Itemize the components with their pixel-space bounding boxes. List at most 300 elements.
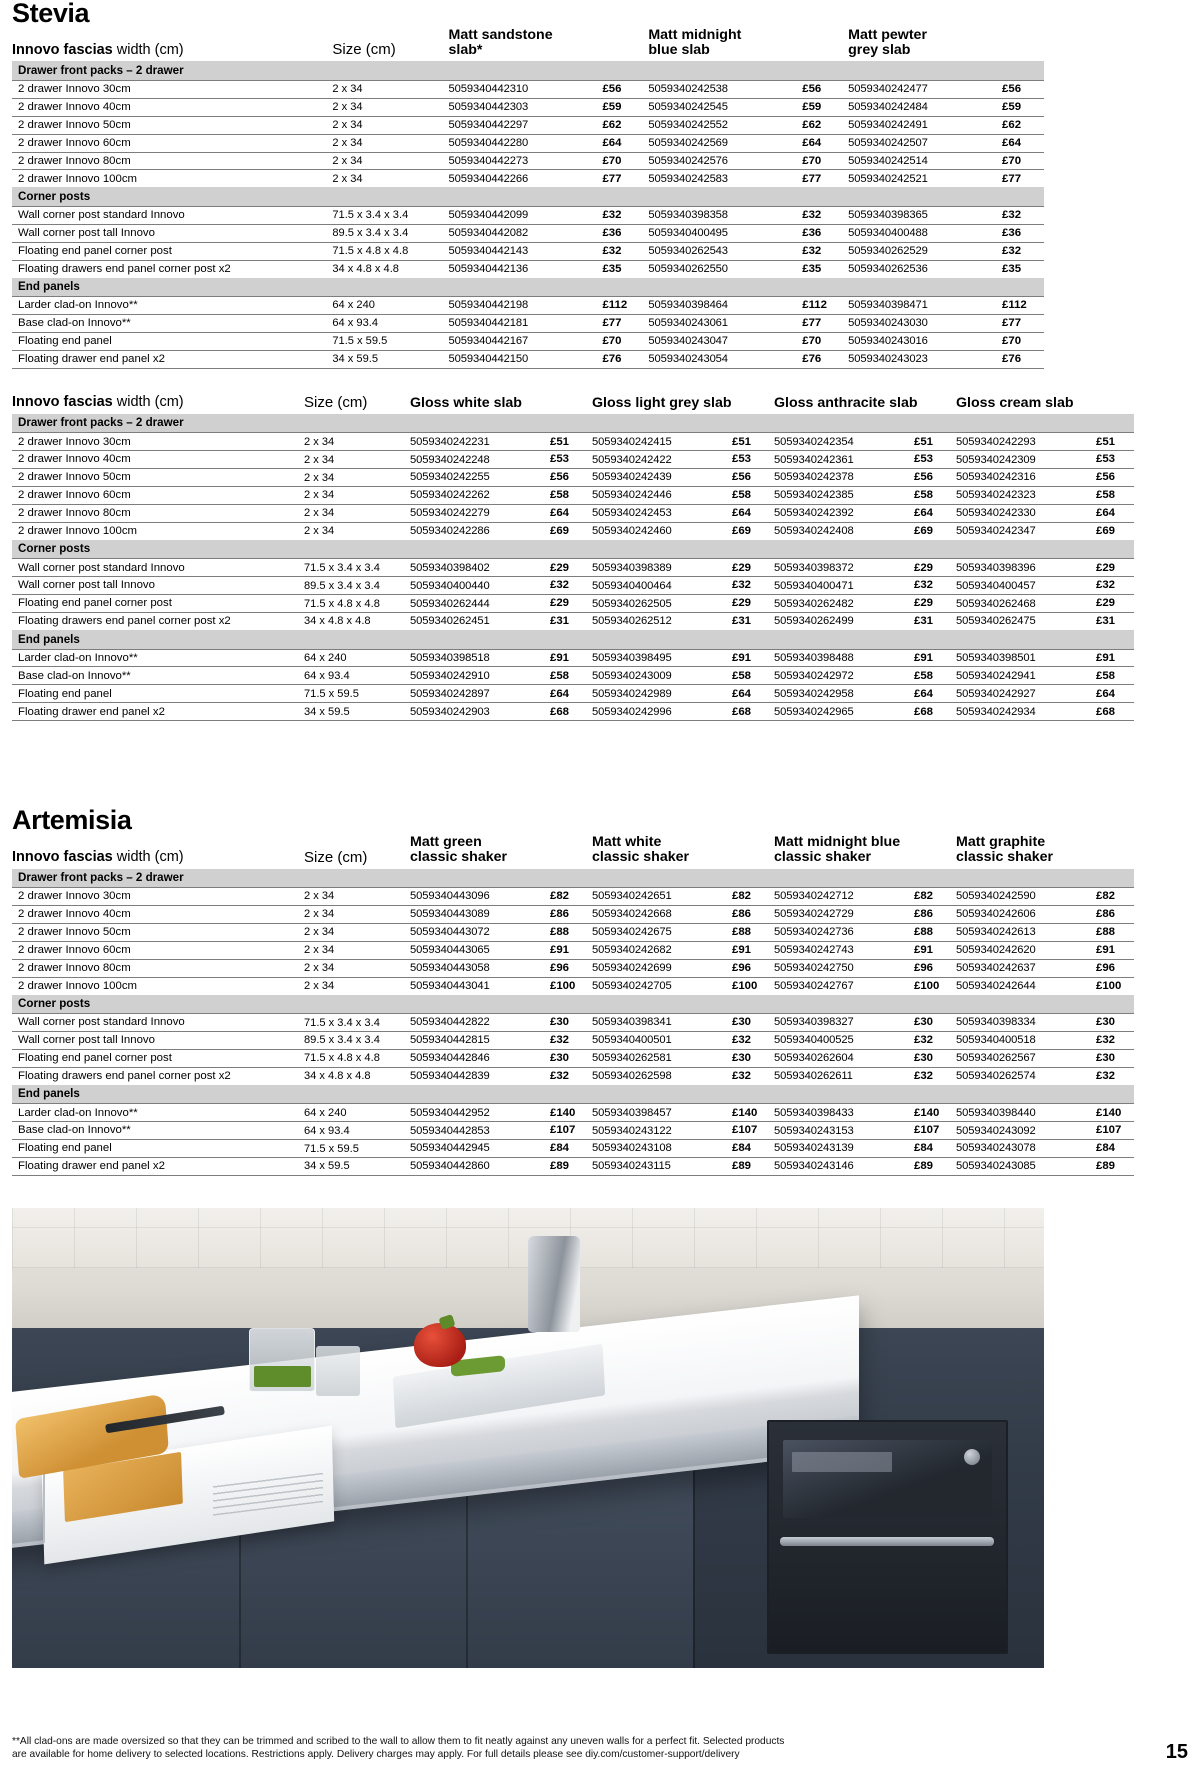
row-product-code: 5059340242491 xyxy=(844,116,1000,134)
row-size: 34 x 59.5 xyxy=(330,350,444,368)
row-size: 34 x 4.8 x 4.8 xyxy=(302,1067,406,1084)
table-row xyxy=(12,206,1044,224)
row-product-name: 2 drawer Innovo 60cm xyxy=(12,134,330,152)
row-product-code: 5059340242750 xyxy=(770,959,912,977)
row-product-code: 5059340242507 xyxy=(844,134,1000,152)
row-product-code: 5059340262598 xyxy=(588,1067,730,1084)
row-product-code: 5059340398327 xyxy=(770,1014,912,1032)
row-size: 71.5 x 3.4 x 3.4 xyxy=(302,1014,406,1032)
row-product-code: 5059340242736 xyxy=(770,923,912,941)
table-row xyxy=(12,152,1044,170)
row-product-code: 5059340242972 xyxy=(770,667,912,685)
row-size: 2 x 34 xyxy=(302,941,406,959)
row-price: £91 xyxy=(912,941,952,959)
row-price: £100 xyxy=(912,977,952,994)
row-size: 2 x 34 xyxy=(302,522,406,539)
row-product-code: 5059340262604 xyxy=(770,1049,912,1067)
row-product-name: Wall corner post standard Innovo xyxy=(12,206,330,224)
row-product-code: 5059340242378 xyxy=(770,469,912,487)
row-product-code: 5059340242897 xyxy=(406,685,548,703)
row-product-code: 5059340242354 xyxy=(770,433,912,451)
row-product-name: Floating drawer end panel x2 xyxy=(12,1158,302,1176)
row-price: £70 xyxy=(800,332,844,350)
row-product-code: 5059340242699 xyxy=(588,959,730,977)
row-price: £96 xyxy=(730,959,770,977)
row-product-code: 5059340242422 xyxy=(588,451,730,469)
row-size: 64 x 240 xyxy=(302,649,406,667)
table-row xyxy=(12,941,1134,959)
row-product-code: 5059340242569 xyxy=(644,134,800,152)
row-price: £91 xyxy=(548,941,588,959)
table-row xyxy=(12,80,1044,98)
page-number: 15 xyxy=(1165,1741,1188,1763)
row-product-name: Floating drawers end panel corner post x2 xyxy=(12,613,302,630)
row-price: £58 xyxy=(548,667,588,685)
row-price: £84 xyxy=(730,1140,770,1158)
row-product-code: 5059340242996 xyxy=(588,703,730,721)
price-table-block xyxy=(8,0,1192,369)
row-product-code: 5059340262574 xyxy=(952,1067,1094,1084)
row-product-code: 5059340442143 xyxy=(445,242,601,260)
row-price: £59 xyxy=(800,98,844,116)
brand-title: Stevia xyxy=(12,0,90,28)
row-product-code: 5059340442266 xyxy=(445,170,601,187)
table-header-row xyxy=(12,395,1134,414)
row-price: £32 xyxy=(1094,1032,1134,1050)
row-price: £76 xyxy=(600,350,644,368)
row-product-code: 5059340398471 xyxy=(844,297,1000,315)
row-price: £91 xyxy=(1094,941,1134,959)
row-product-code: 5059340398518 xyxy=(406,649,548,667)
row-product-code: 5059340400457 xyxy=(952,577,1094,595)
row-product-code: 5059340242484 xyxy=(844,98,1000,116)
row-price: £64 xyxy=(1000,134,1044,152)
row-product-code: 5059340243115 xyxy=(588,1158,730,1176)
row-product-code: 5059340262444 xyxy=(406,595,548,613)
row-product-name: 2 drawer Innovo 40cm xyxy=(12,906,302,924)
row-product-code: 5059340398440 xyxy=(952,1104,1094,1122)
row-product-code: 5059340262512 xyxy=(588,613,730,630)
row-product-code: 5059340242934 xyxy=(952,703,1094,721)
row-product-code: 5059340262581 xyxy=(588,1049,730,1067)
row-product-code: 5059340242651 xyxy=(588,888,730,906)
row-product-code: 5059340243139 xyxy=(770,1140,912,1158)
row-product-code: 5059340442273 xyxy=(445,152,601,170)
row-price: £30 xyxy=(912,1049,952,1067)
row-product-code: 5059340242620 xyxy=(952,941,1094,959)
row-price: £69 xyxy=(730,522,770,539)
row-price: £96 xyxy=(1094,959,1134,977)
row-price: £69 xyxy=(548,522,588,539)
row-price: £76 xyxy=(800,350,844,368)
section-header-row xyxy=(12,61,1044,80)
section-title: Corner posts xyxy=(12,187,1044,206)
row-price: £32 xyxy=(1000,242,1044,260)
row-product-name: Floating end panel corner post xyxy=(12,595,302,613)
row-product-code: 5059340242293 xyxy=(952,433,1094,451)
footnote-line-1: **All clad-ons are made oversized so that they can be trimmed and scribed to the wall to allow them to fit neatly against any uneven walls for a perfect fit. Selected products xyxy=(12,1735,785,1747)
row-price: £30 xyxy=(1094,1049,1134,1067)
row-size: 71.5 x 4.8 x 4.8 xyxy=(302,595,406,613)
row-product-code: 5059340242255 xyxy=(406,469,548,487)
row-product-code: 5059340242767 xyxy=(770,977,912,994)
row-product-code: 5059340442860 xyxy=(406,1158,548,1176)
table-row xyxy=(12,906,1134,924)
section-header-row xyxy=(12,414,1134,433)
row-product-code: 5059340398464 xyxy=(644,297,800,315)
row-price: £36 xyxy=(800,224,844,242)
row-size: 71.5 x 4.8 x 4.8 xyxy=(302,1049,406,1067)
row-product-name: 2 drawer Innovo 60cm xyxy=(12,941,302,959)
row-price: £70 xyxy=(1000,152,1044,170)
row-product-code: 5059340262611 xyxy=(770,1067,912,1084)
row-product-name: Larder clad-on Innovo** xyxy=(12,297,330,315)
row-price: £30 xyxy=(1094,1014,1134,1032)
table-row xyxy=(12,977,1134,994)
row-product-code: 5059340242712 xyxy=(770,888,912,906)
column-header-colour: Matt green classic shaker xyxy=(410,834,508,866)
row-size: 64 x 240 xyxy=(330,297,444,315)
row-price: £56 xyxy=(800,80,844,98)
section-header-row xyxy=(12,540,1134,559)
row-price: £82 xyxy=(912,888,952,906)
row-product-code: 5059340442198 xyxy=(445,297,601,315)
row-size: 2 x 34 xyxy=(302,487,406,505)
row-product-code: 5059340442082 xyxy=(445,224,601,242)
section-title: Corner posts xyxy=(12,540,1134,559)
column-header-colour: Matt graphite classic shaker xyxy=(956,834,1054,866)
row-product-code: 5059340262529 xyxy=(844,242,1000,260)
row-product-code: 5059340442822 xyxy=(406,1014,548,1032)
row-product-code: 5059340262505 xyxy=(588,595,730,613)
row-product-code: 5059340242903 xyxy=(406,703,548,721)
row-product-name: Larder clad-on Innovo** xyxy=(12,649,302,667)
column-header-colour: Matt white classic shaker xyxy=(592,834,690,866)
row-product-name: 2 drawer Innovo 80cm xyxy=(12,505,302,523)
table-row xyxy=(12,451,1134,469)
row-size: 64 x 93.4 xyxy=(302,1122,406,1140)
table-spacer xyxy=(8,369,1192,395)
row-product-code: 5059340442303 xyxy=(445,98,601,116)
row-size: 89.5 x 3.4 x 3.4 xyxy=(330,224,444,242)
row-product-code: 5059340242460 xyxy=(588,522,730,539)
row-product-code: 5059340398341 xyxy=(588,1014,730,1032)
row-product-code: 5059340242309 xyxy=(952,451,1094,469)
row-price: £68 xyxy=(730,703,770,721)
row-product-name: Floating end panel xyxy=(12,685,302,703)
row-price: £107 xyxy=(730,1122,770,1140)
row-product-code: 5059340262567 xyxy=(952,1049,1094,1067)
table-row xyxy=(12,433,1134,451)
row-price: £91 xyxy=(912,649,952,667)
row-product-name: 2 drawer Innovo 60cm xyxy=(12,487,302,505)
table-header-row xyxy=(12,28,1044,61)
row-product-code: 5059340442952 xyxy=(406,1104,548,1122)
row-price: £88 xyxy=(730,923,770,941)
row-price: £58 xyxy=(1094,487,1134,505)
table-row xyxy=(12,242,1044,260)
row-price: £58 xyxy=(548,487,588,505)
row-price: £32 xyxy=(730,1067,770,1084)
table-row xyxy=(12,685,1134,703)
row-product-code: 5059340242613 xyxy=(952,923,1094,941)
row-product-code: 5059340243122 xyxy=(588,1122,730,1140)
row-price: £51 xyxy=(912,433,952,451)
row-price: £100 xyxy=(548,977,588,994)
row-product-code: 5059340242958 xyxy=(770,685,912,703)
row-price: £140 xyxy=(730,1104,770,1122)
row-product-code: 5059340242668 xyxy=(588,906,730,924)
row-product-code: 5059340242965 xyxy=(770,703,912,721)
row-price: £36 xyxy=(1000,224,1044,242)
row-price: £32 xyxy=(730,1032,770,1050)
row-size: 89.5 x 3.4 x 3.4 xyxy=(302,1032,406,1050)
table-row xyxy=(12,1014,1134,1032)
row-price: £86 xyxy=(730,906,770,924)
row-product-code: 5059340442150 xyxy=(445,350,601,368)
section-title: End panels xyxy=(12,278,1044,297)
photo-oven-handle xyxy=(780,1537,994,1546)
row-size: 2 x 34 xyxy=(302,888,406,906)
row-product-name: Floating end panel corner post xyxy=(12,1049,302,1067)
row-price: £29 xyxy=(548,559,588,577)
row-product-code: 5059340398358 xyxy=(644,206,800,224)
table-row xyxy=(12,1104,1134,1122)
table-row xyxy=(12,1122,1134,1140)
row-price: £82 xyxy=(1094,888,1134,906)
row-price: £31 xyxy=(548,613,588,630)
price-table xyxy=(12,835,1134,1176)
row-product-code: 5059340243146 xyxy=(770,1158,912,1176)
row-product-code: 5059340242392 xyxy=(770,505,912,523)
row-price: £68 xyxy=(912,703,952,721)
row-product-name: Base clad-on Innovo** xyxy=(12,1122,302,1140)
row-product-name: 2 drawer Innovo 40cm xyxy=(12,451,302,469)
row-product-code: 5059340398334 xyxy=(952,1014,1094,1032)
row-product-code: 5059340262475 xyxy=(952,613,1094,630)
row-price: £77 xyxy=(800,315,844,333)
row-price: £29 xyxy=(730,559,770,577)
row-product-name: Wall corner post tall Innovo xyxy=(12,224,330,242)
row-price: £58 xyxy=(730,487,770,505)
row-product-code: 5059340242989 xyxy=(588,685,730,703)
row-size: 71.5 x 3.4 x 3.4 xyxy=(330,206,444,224)
row-size: 2 x 34 xyxy=(330,170,444,187)
row-product-code: 5059340242552 xyxy=(644,116,800,134)
row-price: £32 xyxy=(600,242,644,260)
row-price: £29 xyxy=(912,559,952,577)
column-header-name: Innovo fascias width (cm) xyxy=(12,394,184,411)
row-price: £32 xyxy=(548,1067,588,1084)
row-product-code: 5059340242927 xyxy=(952,685,1094,703)
row-product-name: 2 drawer Innovo 30cm xyxy=(12,80,330,98)
row-product-name: 2 drawer Innovo 50cm xyxy=(12,923,302,941)
row-price: £62 xyxy=(600,116,644,134)
table-row xyxy=(12,469,1134,487)
row-product-code: 5059340443041 xyxy=(406,977,548,994)
row-product-code: 5059340242248 xyxy=(406,451,548,469)
row-product-code: 5059340262550 xyxy=(644,260,800,277)
row-price: £32 xyxy=(1094,577,1134,595)
table-row xyxy=(12,703,1134,721)
row-product-code: 5059340443089 xyxy=(406,906,548,924)
row-product-code: 5059340242637 xyxy=(952,959,1094,977)
column-header-colour: Matt pewter grey slab xyxy=(848,27,927,59)
row-product-code: 5059340400464 xyxy=(588,577,730,595)
row-size: 34 x 4.8 x 4.8 xyxy=(302,613,406,630)
row-product-code: 5059340242576 xyxy=(644,152,800,170)
row-price: £58 xyxy=(730,667,770,685)
row-price: £107 xyxy=(548,1122,588,1140)
row-product-name: Base clad-on Innovo** xyxy=(12,667,302,685)
table-row xyxy=(12,1032,1134,1050)
row-product-code: 5059340242446 xyxy=(588,487,730,505)
row-product-name: Larder clad-on Innovo** xyxy=(12,1104,302,1122)
row-price: £68 xyxy=(548,703,588,721)
row-price: £140 xyxy=(1094,1104,1134,1122)
row-product-name: Floating drawer end panel x2 xyxy=(12,703,302,721)
table-row xyxy=(12,613,1134,630)
row-product-code: 5059340400440 xyxy=(406,577,548,595)
row-price: £84 xyxy=(912,1140,952,1158)
row-product-code: 5059340400488 xyxy=(844,224,1000,242)
photo-oven-display xyxy=(792,1452,892,1473)
row-product-name: 2 drawer Innovo 80cm xyxy=(12,152,330,170)
row-product-name: Wall corner post tall Innovo xyxy=(12,1032,302,1050)
row-price: £69 xyxy=(912,522,952,539)
row-price: £77 xyxy=(1000,315,1044,333)
row-price: £64 xyxy=(1094,505,1134,523)
row-product-name: 2 drawer Innovo 50cm xyxy=(12,116,330,134)
row-price: £32 xyxy=(548,577,588,595)
row-price: £51 xyxy=(730,433,770,451)
row-product-name: 2 drawer Innovo 100cm xyxy=(12,522,302,539)
table-row xyxy=(12,923,1134,941)
row-price: £32 xyxy=(548,1032,588,1050)
row-product-code: 5059340242545 xyxy=(644,98,800,116)
row-size: 2 x 34 xyxy=(302,433,406,451)
row-product-code: 5059340242330 xyxy=(952,505,1094,523)
price-table-block xyxy=(8,395,1192,721)
row-price: £89 xyxy=(548,1158,588,1176)
section-header-row xyxy=(12,187,1044,206)
row-product-code: 5059340442839 xyxy=(406,1067,548,1084)
row-product-code: 5059340400471 xyxy=(770,577,912,595)
price-table xyxy=(12,395,1134,721)
row-price: £32 xyxy=(800,242,844,260)
table-row xyxy=(12,134,1044,152)
column-header-colour: Matt midnight blue classic shaker xyxy=(774,834,901,866)
row-size: 71.5 x 3.4 x 3.4 xyxy=(302,559,406,577)
row-price: £36 xyxy=(600,224,644,242)
row-price: £68 xyxy=(1094,703,1134,721)
row-price: £56 xyxy=(548,469,588,487)
row-product-code: 5059340243016 xyxy=(844,332,1000,350)
row-product-code: 5059340262536 xyxy=(844,260,1000,277)
row-size: 2 x 34 xyxy=(302,451,406,469)
footnote xyxy=(12,1735,972,1762)
row-price: £56 xyxy=(1094,469,1134,487)
row-price: £56 xyxy=(730,469,770,487)
row-price: £70 xyxy=(1000,332,1044,350)
section-title: Drawer front packs – 2 drawer xyxy=(12,869,1134,888)
row-product-code: 5059340242279 xyxy=(406,505,548,523)
row-price: £58 xyxy=(912,667,952,685)
row-price: £70 xyxy=(600,152,644,170)
row-price: £56 xyxy=(600,80,644,98)
row-price: £89 xyxy=(730,1158,770,1176)
row-product-name: Floating end panel corner post xyxy=(12,242,330,260)
row-size: 2 x 34 xyxy=(302,959,406,977)
row-size: 2 x 34 xyxy=(330,80,444,98)
row-price: £32 xyxy=(1000,206,1044,224)
column-header-name: Innovo fascias width (cm) xyxy=(12,41,184,58)
row-price: £58 xyxy=(1094,667,1134,685)
row-price: £64 xyxy=(730,505,770,523)
row-product-code: 5059340398433 xyxy=(770,1104,912,1122)
column-header-colour: Matt midnight blue slab xyxy=(648,27,742,59)
row-size: 34 x 59.5 xyxy=(302,703,406,721)
row-product-code: 5059340243047 xyxy=(644,332,800,350)
row-price: £32 xyxy=(600,206,644,224)
row-price: £107 xyxy=(1094,1122,1134,1140)
row-product-code: 5059340398488 xyxy=(770,649,912,667)
row-price: £59 xyxy=(600,98,644,116)
column-header-size: Size (cm) xyxy=(304,848,368,866)
row-price: £64 xyxy=(912,685,952,703)
table-row xyxy=(12,577,1134,595)
row-price: £62 xyxy=(800,116,844,134)
section-title: Drawer front packs – 2 drawer xyxy=(12,414,1134,433)
row-product-code: 5059340442181 xyxy=(445,315,601,333)
row-product-code: 5059340242316 xyxy=(952,469,1094,487)
row-product-code: 5059340242682 xyxy=(588,941,730,959)
row-size: 71.5 x 4.8 x 4.8 xyxy=(330,242,444,260)
row-product-code: 5059340443072 xyxy=(406,923,548,941)
row-product-code: 5059340243153 xyxy=(770,1122,912,1140)
row-product-code: 5059340242323 xyxy=(952,487,1094,505)
row-size: 2 x 34 xyxy=(330,116,444,134)
row-product-code: 5059340243009 xyxy=(588,667,730,685)
row-price: £29 xyxy=(912,595,952,613)
table-row xyxy=(12,116,1044,134)
price-tables-root xyxy=(8,0,1192,1176)
column-header-size: Size (cm) xyxy=(304,393,368,411)
row-product-code: 5059340262482 xyxy=(770,595,912,613)
row-size: 64 x 93.4 xyxy=(302,667,406,685)
row-price: £77 xyxy=(1000,170,1044,187)
row-price: £86 xyxy=(1094,906,1134,924)
row-product-code: 5059340442846 xyxy=(406,1049,548,1067)
row-product-code: 5059340242514 xyxy=(844,152,1000,170)
row-price: £91 xyxy=(1094,649,1134,667)
row-product-code: 5059340398457 xyxy=(588,1104,730,1122)
row-price: £140 xyxy=(548,1104,588,1122)
brand-title: Artemisia xyxy=(12,805,132,836)
column-header-size: Size (cm) xyxy=(332,41,396,59)
row-product-code: 5059340398501 xyxy=(952,649,1094,667)
row-product-code: 5059340398365 xyxy=(844,206,1000,224)
row-product-code: 5059340242231 xyxy=(406,433,548,451)
row-price: £86 xyxy=(548,906,588,924)
row-price: £82 xyxy=(548,888,588,906)
row-size: 34 x 59.5 xyxy=(302,1158,406,1176)
row-price: £29 xyxy=(1094,559,1134,577)
row-product-code: 5059340242439 xyxy=(588,469,730,487)
row-product-code: 5059340442099 xyxy=(445,206,601,224)
row-product-name: Floating drawers end panel corner post x2 xyxy=(12,260,330,277)
row-product-code: 5059340442853 xyxy=(406,1122,548,1140)
